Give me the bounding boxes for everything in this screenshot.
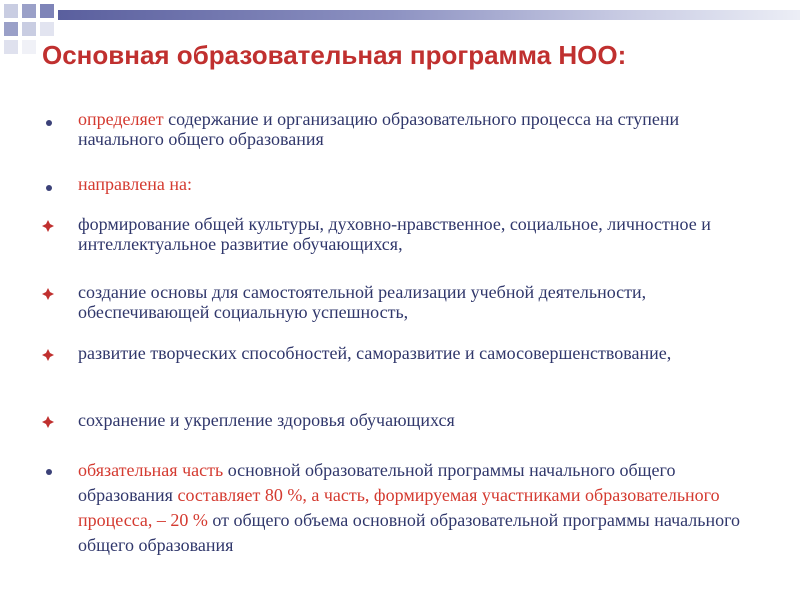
accent-text: направлена на: [78,174,192,194]
header-gradient-bar [58,10,800,20]
diamond-bullet-icon [42,288,54,300]
decor-square [4,40,18,54]
diamond-bullet-icon [42,220,54,232]
item-text: основной образовательной программы начального общего образования [78,460,676,505]
accent-text: определяет [78,109,164,129]
slide-title: Основная образовательная программа НОО: [42,40,627,70]
sub-item: развитие творческих способностей, саморазвитие и самосовершенствование, [78,343,672,363]
decor-square [4,22,18,36]
decor-square [40,22,54,36]
sub-item: формирование общей культуры, духовно-нравственное, социальное, личностное и интеллектуальное развитие обучающихся, [78,214,711,254]
bullet-item-mandatory-part [78,458,768,558]
accent-text: обязательная часть [78,460,224,480]
bullet-item-directed [78,174,768,194]
decor-square [22,22,36,36]
dot-bullet-icon [46,120,52,126]
dot-bullet-icon [46,185,52,191]
decor-square [40,4,54,18]
sub-item: создание основы для самостоятельной реализации учебной деятельности, обеспечивающей социальную успешность, [78,282,647,322]
diamond-bullet-icon [42,416,54,428]
diamond-bullet-icon [42,349,54,361]
decor-square [22,40,36,54]
dot-bullet-icon [46,469,52,475]
bullet-item-defines [78,109,768,149]
accent-text: а часть, формируемая участниками образовательного процесса, – 20 % [78,485,720,530]
sub-item: сохранение и укрепление здоровья обучающихся [78,410,455,430]
decor-square [4,4,18,18]
item-text: от общего объема основной образовательной программы начального общего образования [78,510,741,555]
decor-square [22,4,36,18]
item-text: содержание и организацию образовательного процесса на ступени начального общего образования [78,109,680,149]
accent-text: составляет 80 %, [177,485,307,505]
